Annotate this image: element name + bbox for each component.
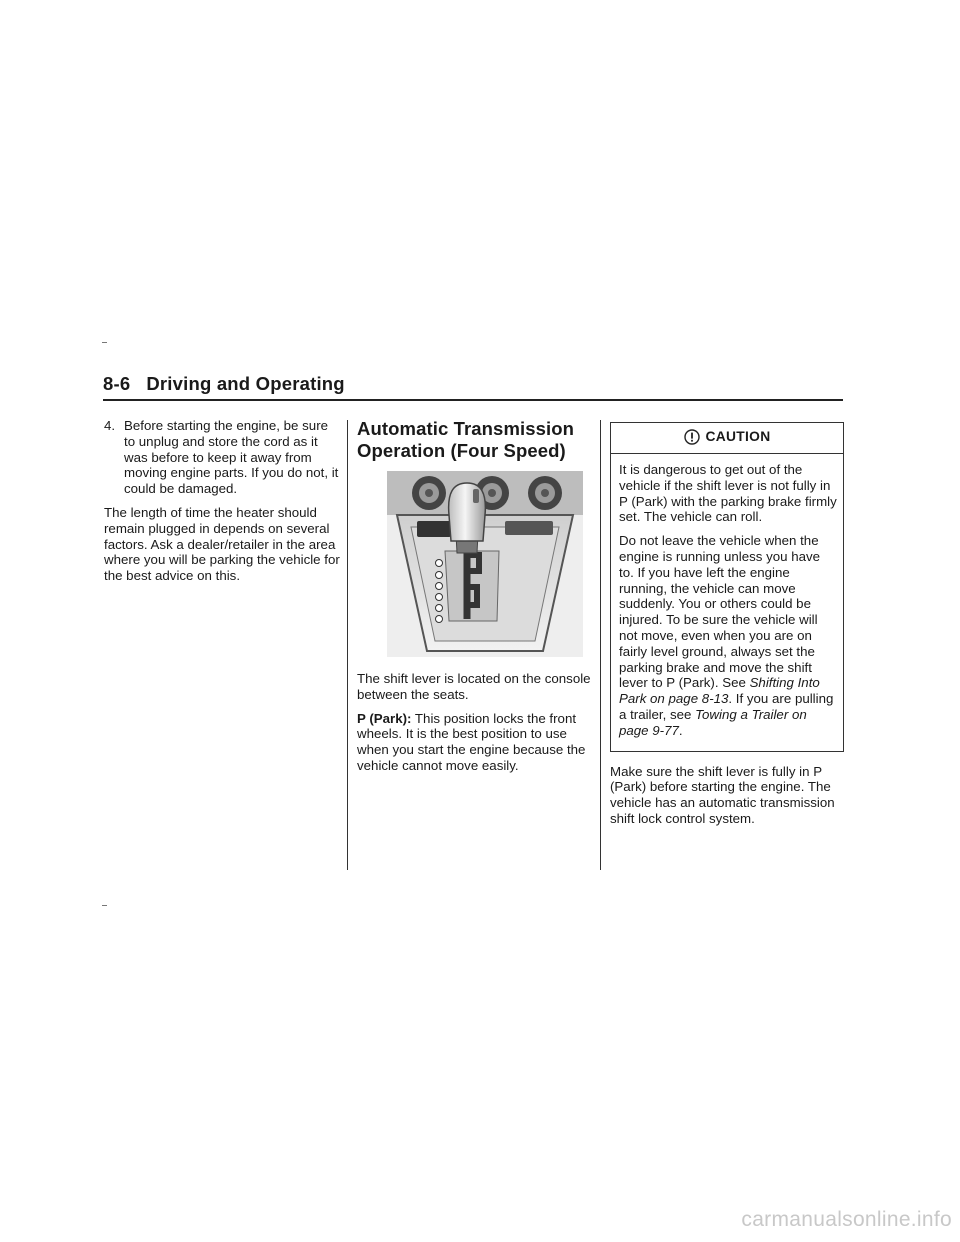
column-2 bbox=[357, 418, 593, 782]
caution-title: CAUTION bbox=[705, 429, 771, 445]
caution-header bbox=[611, 423, 843, 454]
caution-box bbox=[610, 422, 844, 752]
watermark: carmanualsonline.info bbox=[741, 1208, 952, 1231]
warning-icon bbox=[684, 429, 700, 445]
hvac-dial-left bbox=[412, 476, 446, 510]
header-rule bbox=[103, 399, 843, 401]
caution-text: Do not leave the vehicle when the engine is running unless you have to. If you have left the engine running, the vehicle can move suddenly. You or others could be injured. To be sure the vehicle will not move, even when you are on fairly level ground, always set the parking brake and move the shift lever to P (Park). See bbox=[619, 533, 821, 691]
page-number: 8-6 bbox=[103, 373, 131, 394]
column-1 bbox=[104, 418, 340, 592]
shift-lock-paragraph: Make sure the shift lever is fully in P (Park) before starting the engine. The vehicle has an automatic transmission shift lock control system. bbox=[610, 763, 835, 826]
xref-shifting-into-park[interactable]: Shifting Into Park on page 8-13 bbox=[619, 675, 820, 707]
section-heading: Automatic Transmission Operation (Four Speed) bbox=[357, 418, 575, 461]
caution-paragraph-1: It is dangerous to get out of the vehicle if the shift lever is not fully in P (Park) with the parking brake firmly set. The vehicle can roll. bbox=[619, 462, 837, 525]
park-text: This position locks the front wheels. It is the best position to use when you start the engine because the vehicle cannot move easily. bbox=[357, 710, 586, 773]
page-header bbox=[103, 373, 843, 401]
caution-body bbox=[611, 454, 843, 751]
list-text: Before starting the engine, be sure to unplug and store the cord as it was before to keep it away from moving engine parts. If you do not, it could be damaged. bbox=[124, 418, 339, 497]
column-3 bbox=[610, 418, 844, 835]
section-title: Driving and Operating bbox=[146, 373, 345, 394]
column-divider-1 bbox=[347, 420, 348, 870]
park-term: P (Park): bbox=[357, 710, 412, 726]
list-item bbox=[104, 418, 340, 497]
caution-text: . bbox=[678, 722, 683, 738]
list-number: 4. bbox=[104, 418, 116, 433]
caution-text: . If you are pulling a trailer, see bbox=[619, 691, 834, 722]
shift-lever-illustration bbox=[387, 471, 583, 657]
shift-lever-location: The shift lever is located on the console between the seats. bbox=[357, 671, 591, 702]
hvac-dial-right bbox=[528, 476, 562, 510]
crop-mark-top bbox=[102, 342, 107, 343]
park-description bbox=[357, 711, 593, 774]
xref-towing-a-trailer[interactable]: Towing a Trailer on page 9-77 bbox=[619, 706, 807, 738]
heater-paragraph: The length of time the heater should remain plugged in depends on several factors. Ask a dealer/retailer in the area where you will be parking the vehicle for the best advice on this. bbox=[104, 504, 340, 584]
crop-mark-bottom bbox=[102, 905, 107, 906]
page-header-title bbox=[103, 373, 843, 395]
column-divider-2 bbox=[600, 420, 601, 870]
caution-paragraph-2 bbox=[619, 533, 837, 738]
